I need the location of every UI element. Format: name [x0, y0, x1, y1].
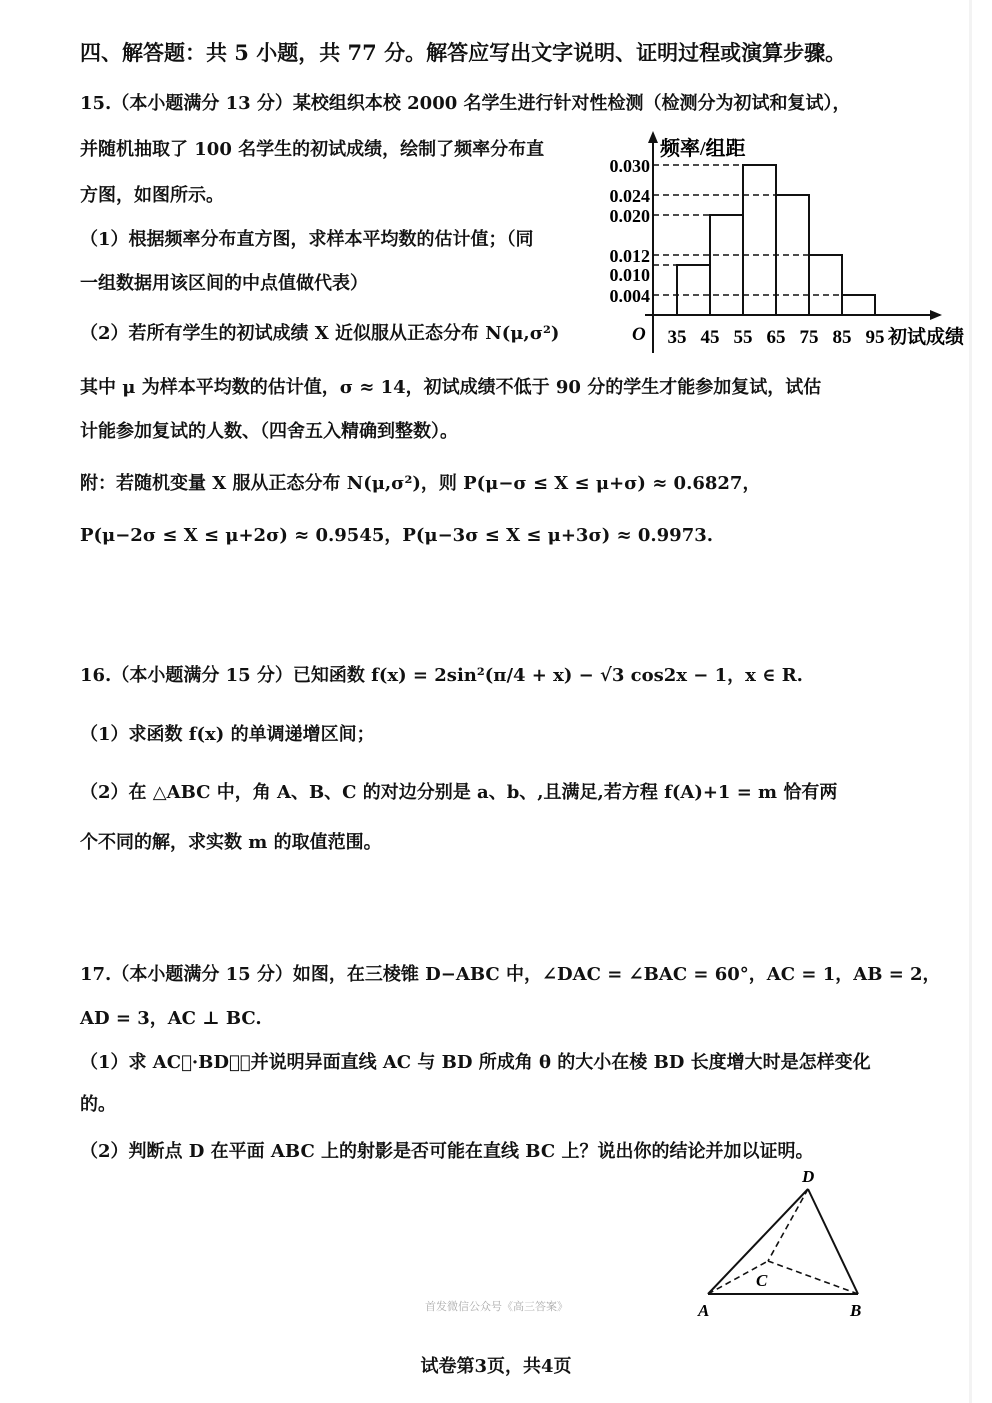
vertex-label-a: A — [698, 1301, 710, 1320]
histogram-bar — [743, 165, 776, 315]
histogram-bar — [842, 295, 875, 315]
x-tick-label: 35 — [667, 327, 687, 348]
y-tick-label: 0.004 — [609, 286, 650, 306]
x-tick-label: 95 — [865, 327, 885, 348]
y-tick-label: 0.012 — [609, 246, 650, 266]
tetrahedron-figure — [690, 1164, 880, 1324]
y-axis-label: 频率/组距 — [660, 138, 746, 160]
vertex-label-c: C — [756, 1271, 768, 1290]
x-axis-arrow-icon — [930, 310, 942, 320]
y-tick-label: 0.024 — [609, 186, 650, 206]
q17-line: 的。 — [80, 1094, 116, 1115]
q15-line: 计能参加复试的人数、（四舍五入精确到整数）。 — [80, 421, 458, 442]
x-tick-label: 75 — [799, 327, 819, 348]
y-tick-label: 0.010 — [609, 265, 650, 285]
histogram-bar — [710, 215, 743, 315]
histogram-bar — [677, 265, 710, 315]
origin-label: O — [632, 324, 646, 345]
q15-note: 附：若随机变量 X 服从正态分布 N(μ,σ²)，则 P(μ−σ ≤ X ≤ μ+σ) ≈ 0.6827， — [80, 473, 761, 494]
q15-line: （1）根据频率分布直方图，求样本平均数的估计值；（同 — [80, 229, 534, 250]
q15-line: （2）若所有学生的初试成绩 X 近似服从正态分布 N(μ,σ²) — [80, 323, 560, 344]
x-tick-label: 65 — [766, 327, 786, 348]
section-title: 四、解答题：共 5 小题，共 77 分。解答应写出文字说明、证明过程或演算步骤。 — [80, 40, 847, 65]
x-tick-label: 55 — [733, 327, 753, 348]
x-tick-label: 45 — [700, 327, 720, 348]
q16-line: 个不同的解，求实数 m 的取值范围。 — [80, 832, 382, 853]
y-tick-label: 0.020 — [609, 206, 650, 226]
vertex-label-b: B — [850, 1301, 862, 1320]
q15-line: 方图，如图所示。 — [80, 185, 224, 206]
q15-line: 并随机抽取了 100 名学生的初试成绩，绘制了频率分布直 — [80, 139, 545, 160]
frequency-histogram — [590, 125, 990, 360]
q16-line: （1）求函数 f(x) 的单调递增区间； — [80, 724, 375, 745]
q17-line: （2）判断点 D 在平面 ABC 上的射影是否可能在直线 BC 上？说出你的结论并加以证明。 — [80, 1141, 814, 1162]
watermark: 首发微信公众号《高三答案》 — [425, 1300, 568, 1313]
q15-line: 一组数据用该区间的中点值做代表） — [80, 273, 368, 294]
histogram-bar — [809, 255, 842, 315]
y-axis-arrow-icon — [648, 131, 658, 143]
q15-line: 其中 μ 为样本平均数的估计值，σ ≈ 14，初试成绩不低于 90 分的学生才能参加复试，试估 — [80, 377, 822, 398]
y-tick-label: 0.030 — [609, 156, 650, 176]
q17-line: AD = 3，AC ⊥ BC. — [80, 1008, 262, 1029]
vertex-label-d: D — [802, 1167, 815, 1186]
q17-line: （1）求 AC⃗·BD⃗，并说明异面直线 AC 与 BD 所成角 θ 的大小在棱 BD 长度增大时是怎样变化 — [80, 1052, 871, 1073]
q15-line: 15.（本小题满分 13 分）某校组织本校 2000 名学生进行针对性检测（检测分为初试和复试）， — [80, 93, 851, 114]
q17-line: 17.（本小题满分 15 分）如图，在三棱锥 D−ABC 中，∠DAC = ∠BAC = 60°，AC = 1，AB = 2， — [80, 964, 941, 985]
page-footer: 试卷第3页，共4页 — [420, 1356, 572, 1377]
q15-note: P(μ−2σ ≤ X ≤ μ+2σ) ≈ 0.9545，P(μ−3σ ≤ X ≤ μ+3σ) ≈ 0.9973. — [80, 525, 714, 546]
x-tick-label: 85 — [832, 327, 852, 348]
q16-line: 16.（本小题满分 15 分）已知函数 f(x) = 2sin²(π/4 + x) − √3 cos2x − 1，x ∈ R. — [80, 665, 803, 686]
x-axis-label: 初试成绩 — [888, 327, 965, 348]
q16-line: （2）在 △ABC 中，角 A、B、C 的对边分别是 a、b、,且满足,若方程 f(A)+1 = m 恰有两 — [80, 782, 838, 803]
